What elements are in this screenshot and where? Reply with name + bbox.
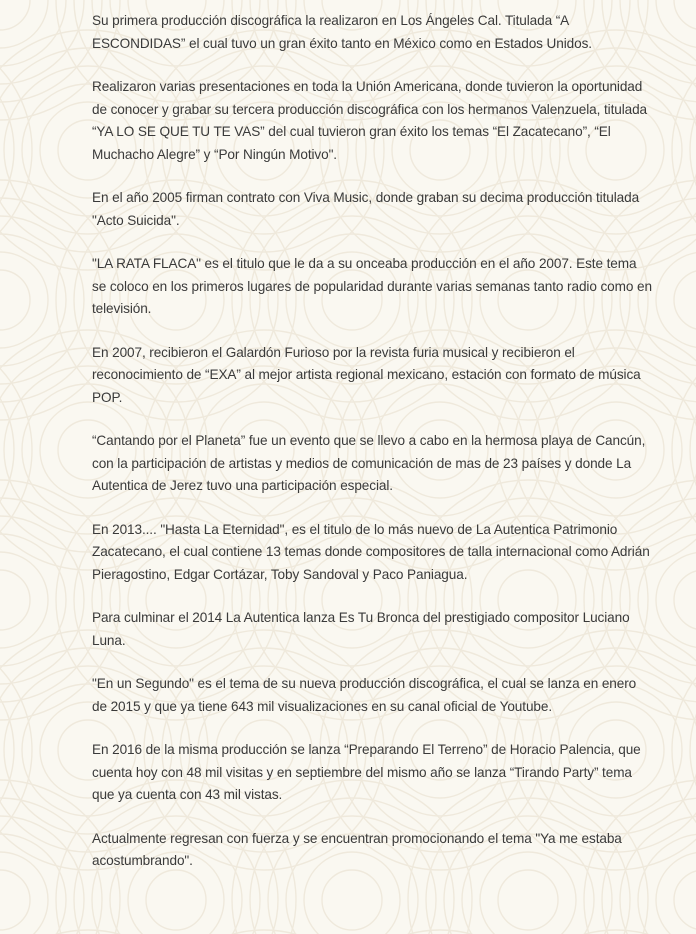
pattern-ring	[0, 0, 102, 102]
pattern-ring	[0, 48, 14, 252]
pattern-ring	[674, 870, 696, 930]
pattern-ring	[0, 0, 48, 48]
pattern-ring	[0, 798, 102, 934]
pattern-ring	[0, 252, 48, 348]
pattern-ring	[0, 270, 30, 330]
pattern-ring	[672, 30, 696, 270]
pattern-ring	[672, 630, 696, 870]
pattern-ring	[0, 648, 14, 852]
paragraph-la-rata-flaca: "LA RATA FLACA" es el titulo que le da a su onceaba producción en el año 2007. Este tema se coloco en los primeros lugares de popularidad durante varias semanas tanto radio como en televisión.	[92, 256, 652, 316]
pattern-ring	[0, 498, 102, 702]
pattern-ring	[672, 330, 696, 570]
paragraph-debut-album: Su primera producción discográfica la realizaron en Los Ángeles Cal. Titulada “A ESCONDIDAS” el cual tuvo un gran éxito tanto en México como en Estados Unidos.	[92, 13, 592, 51]
pattern-ring	[0, 552, 48, 648]
paragraph-awards-2007: En 2007, recibieron el Galardón Furioso por la revista furia musical y recibieron el reconocimiento de “EXA” al mejor artista regional mexicano, estación con formato de música POP.	[92, 344, 641, 405]
pattern-ring	[320, 930, 560, 934]
pattern-ring	[0, 930, 32, 934]
pattern-ring	[0, 834, 66, 934]
pattern-ring	[672, 930, 696, 934]
paragraph-es-tu-bronca: Para culminar el 2014 La Autentica lanza Es Tu Bronca del prestigiado compositor Luciano Luna.	[92, 610, 630, 648]
paragraph-en-un-segundo: "En un Segundo" es el tema de su nueva producción discográfica, el cual se lanza en enero de 2015 y que ya tiene 643 mil visualizaciones en su canal oficial de Youtube.	[92, 676, 637, 714]
paragraph-third-album: Realizaron varias presentaciones en toda la Unión Americana, donde tuvieron la oportunidad de conocer y grabar su tercera producción discográfica con los hermanos Valenzuela, titulada “YA LO SE QUE TU TE VAS” del cual tuvieron gran éxito los temas “El Zacatecano”, “El Muchacho Alegre” y “Por Ningún Motivo".	[92, 79, 648, 162]
pattern-ring	[0, 870, 30, 930]
paragraph-viva-music: En el año 2005 firman contrato con Viva Music, donde graban su decima producción titulada "Acto Suicida".	[92, 190, 640, 228]
article-body	[92, 10, 652, 894]
paragraph-hasta-la-eternidad: En 2013.... "Hasta La Eternidad", es el titulo de lo más nuevo de La Autentica Patrimonio Zacatecano, el cual contiene 13 temas donde compositores de talla internacional como Adrián Pieragostino, Edgar Cortázar, Toby Sandoval y Paco Paniagua.	[92, 521, 650, 582]
pattern-ring	[674, 570, 696, 630]
pattern-ring	[656, 552, 696, 648]
pattern-ring	[0, 816, 84, 934]
paragraph-preparando-el-terreno: En 2016 de la misma producción se lanza “Preparando El Terreno” de Horacio Palencia, que cuenta hoy con 48 mil visitas y en septiembre del mismo año se lanza “Tirando Party” tema que ya cuenta con 43 mil vistas.	[92, 742, 641, 802]
pattern-ring	[0, 852, 48, 934]
paragraph-cantando-por-el-planeta: “Cantando por el Planeta” fue un evento que se llevo a cabo en la hermosa playa de Cancún, con la participación de artistas y medios de comunicación de mas de 23 países y donde La Autentica de Jerez tuvo una participación especial.	[92, 433, 646, 493]
pattern-ring	[0, 0, 84, 84]
pattern-ring	[144, 930, 384, 934]
pattern-ring	[674, 270, 696, 330]
pattern-ring	[0, 198, 102, 402]
paragraph-current-promotion: Actualmente regresan con fuerza y se encuentran promocionando el tema "Ya me estaba acostumbrando".	[92, 830, 622, 868]
pattern-ring	[656, 852, 696, 934]
pattern-ring	[656, 252, 696, 348]
pattern-ring	[0, 0, 30, 30]
pattern-ring	[0, 570, 30, 630]
pattern-ring	[674, 0, 696, 30]
pattern-ring	[656, 0, 696, 48]
pattern-ring	[0, 348, 14, 552]
